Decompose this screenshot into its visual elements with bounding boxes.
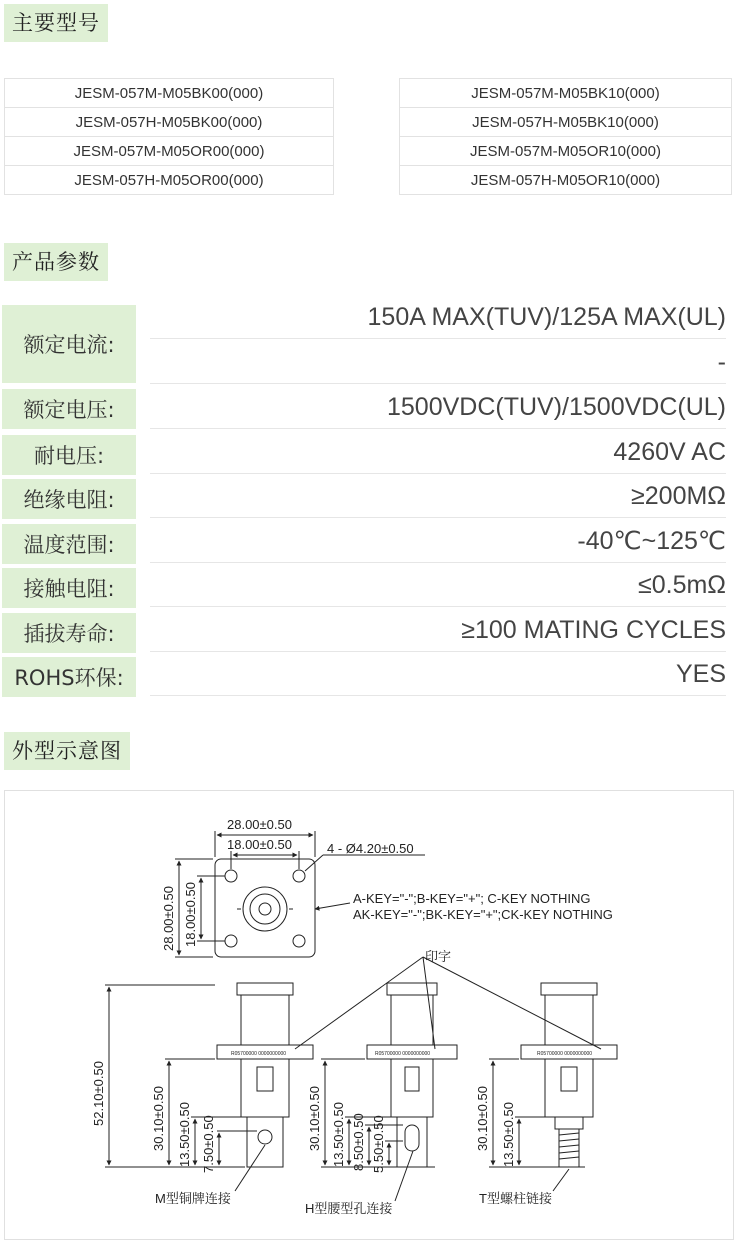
hole-note: 4 - Ø4.20±0.50 bbox=[327, 841, 414, 856]
model-cell: JESM-057M-M05OR00(000) bbox=[5, 137, 334, 166]
dim-30-t: 30.10±0.50 bbox=[475, 1086, 490, 1151]
table-row bbox=[400, 108, 732, 137]
section-title-drawing: 外型示意图 bbox=[4, 732, 130, 770]
table-row bbox=[5, 79, 334, 108]
param-label-cycles: 插拔寿命: bbox=[2, 613, 136, 653]
dim-height-inner: 18.00±0.50 bbox=[183, 882, 198, 947]
model-cell: JESM-057H-M05OR10(000) bbox=[400, 166, 732, 195]
table-row bbox=[400, 166, 732, 195]
param-value-cycles: ≥100 MATING CYCLES bbox=[150, 609, 726, 652]
marking-text: R05700000 0000000000 bbox=[537, 1051, 593, 1057]
dim-5-h: 5.50±0.50 bbox=[371, 1115, 386, 1173]
dim-width-inner: 18.00±0.50 bbox=[227, 837, 292, 852]
type-h-label: H型腰型孔连接 bbox=[305, 1201, 393, 1216]
dim-13-h: 13.50±0.50 bbox=[331, 1102, 346, 1167]
dim-width-outer: 28.00±0.50 bbox=[227, 817, 292, 832]
mount-hole bbox=[225, 870, 237, 882]
key-note-1: A-KEY="-";B-KEY="+"; C-KEY NOTHING bbox=[353, 891, 591, 906]
receptacle-pin bbox=[259, 903, 271, 915]
receptacle-inner bbox=[250, 894, 280, 924]
model-table-right bbox=[399, 78, 732, 195]
dim-13-t: 13.50±0.50 bbox=[501, 1102, 516, 1167]
param-value-contact: ≤0.5mΩ bbox=[150, 564, 726, 607]
type-m-label: M型铜牌连接 bbox=[155, 1191, 231, 1206]
param-label-withstand: 耐电压: bbox=[2, 435, 136, 475]
model-table-left bbox=[4, 78, 334, 195]
param-value-current-2: - bbox=[150, 341, 726, 384]
param-value-temperature: -40℃~125℃ bbox=[150, 520, 726, 563]
technical-drawing-svg bbox=[5, 791, 733, 1239]
dim-30-h: 30.10±0.50 bbox=[307, 1086, 322, 1151]
param-label-current: 额定电流: bbox=[2, 305, 136, 383]
type-t-label: T型螺柱链接 bbox=[479, 1191, 552, 1206]
print-label: 印字 bbox=[425, 949, 452, 964]
param-label-insulation: 绝缘电阻: bbox=[2, 479, 136, 519]
table-row bbox=[400, 137, 732, 166]
table-row bbox=[5, 108, 334, 137]
model-cell: JESM-057M-M05OR10(000) bbox=[400, 137, 732, 166]
param-value-voltage: 1500VDC(TUV)/1500VDC(UL) bbox=[150, 386, 726, 429]
outline-drawing bbox=[4, 790, 734, 1240]
model-cell: JESM-057H-M05OR00(000) bbox=[5, 166, 334, 195]
dim-30-m: 30.10±0.50 bbox=[151, 1086, 166, 1151]
dim-7-m: 7.50±0.50 bbox=[201, 1115, 216, 1173]
section-title-params: 产品参数 bbox=[4, 243, 108, 281]
marking-text: R05700000 0000000000 bbox=[231, 1051, 287, 1057]
param-label-rohs: ROHS环保: bbox=[2, 657, 136, 697]
mount-hole bbox=[293, 870, 305, 882]
model-cell: JESM-057M-M05BK10(000) bbox=[400, 79, 732, 108]
dim-8-h: 8.50±0.50 bbox=[351, 1113, 366, 1171]
section-title-models: 主要型号 bbox=[4, 4, 108, 42]
flange-top-view bbox=[215, 859, 315, 957]
model-cell: JESM-057M-M05BK00(000) bbox=[5, 79, 334, 108]
table-row bbox=[5, 166, 334, 195]
dim-total-length: 52.10±0.50 bbox=[91, 1061, 106, 1126]
param-label-contact: 接触电阻: bbox=[2, 568, 136, 608]
mount-hole bbox=[293, 935, 305, 947]
param-value-current: 150A MAX(TUV)/125A MAX(UL) bbox=[150, 296, 726, 339]
table-row bbox=[5, 137, 334, 166]
param-label-voltage: 额定电压: bbox=[2, 389, 136, 429]
model-cell: JESM-057H-M05BK00(000) bbox=[5, 108, 334, 137]
dim-height-outer: 28.00±0.50 bbox=[161, 886, 176, 951]
param-value-insulation: ≥200MΩ bbox=[150, 475, 726, 518]
table-row bbox=[400, 79, 732, 108]
param-value-withstand: 4260V AC bbox=[150, 431, 726, 474]
param-value-rohs: YES bbox=[150, 653, 726, 696]
model-cell: JESM-057H-M05BK10(000) bbox=[400, 108, 732, 137]
key-note-2: AK-KEY="-";BK-KEY="+";CK-KEY NOTHING bbox=[353, 907, 613, 922]
dim-13-m: 13.50±0.50 bbox=[177, 1102, 192, 1167]
param-label-temperature: 温度范围: bbox=[2, 524, 136, 564]
mount-hole bbox=[225, 935, 237, 947]
marking-text: R05700000 0000000000 bbox=[375, 1051, 431, 1057]
